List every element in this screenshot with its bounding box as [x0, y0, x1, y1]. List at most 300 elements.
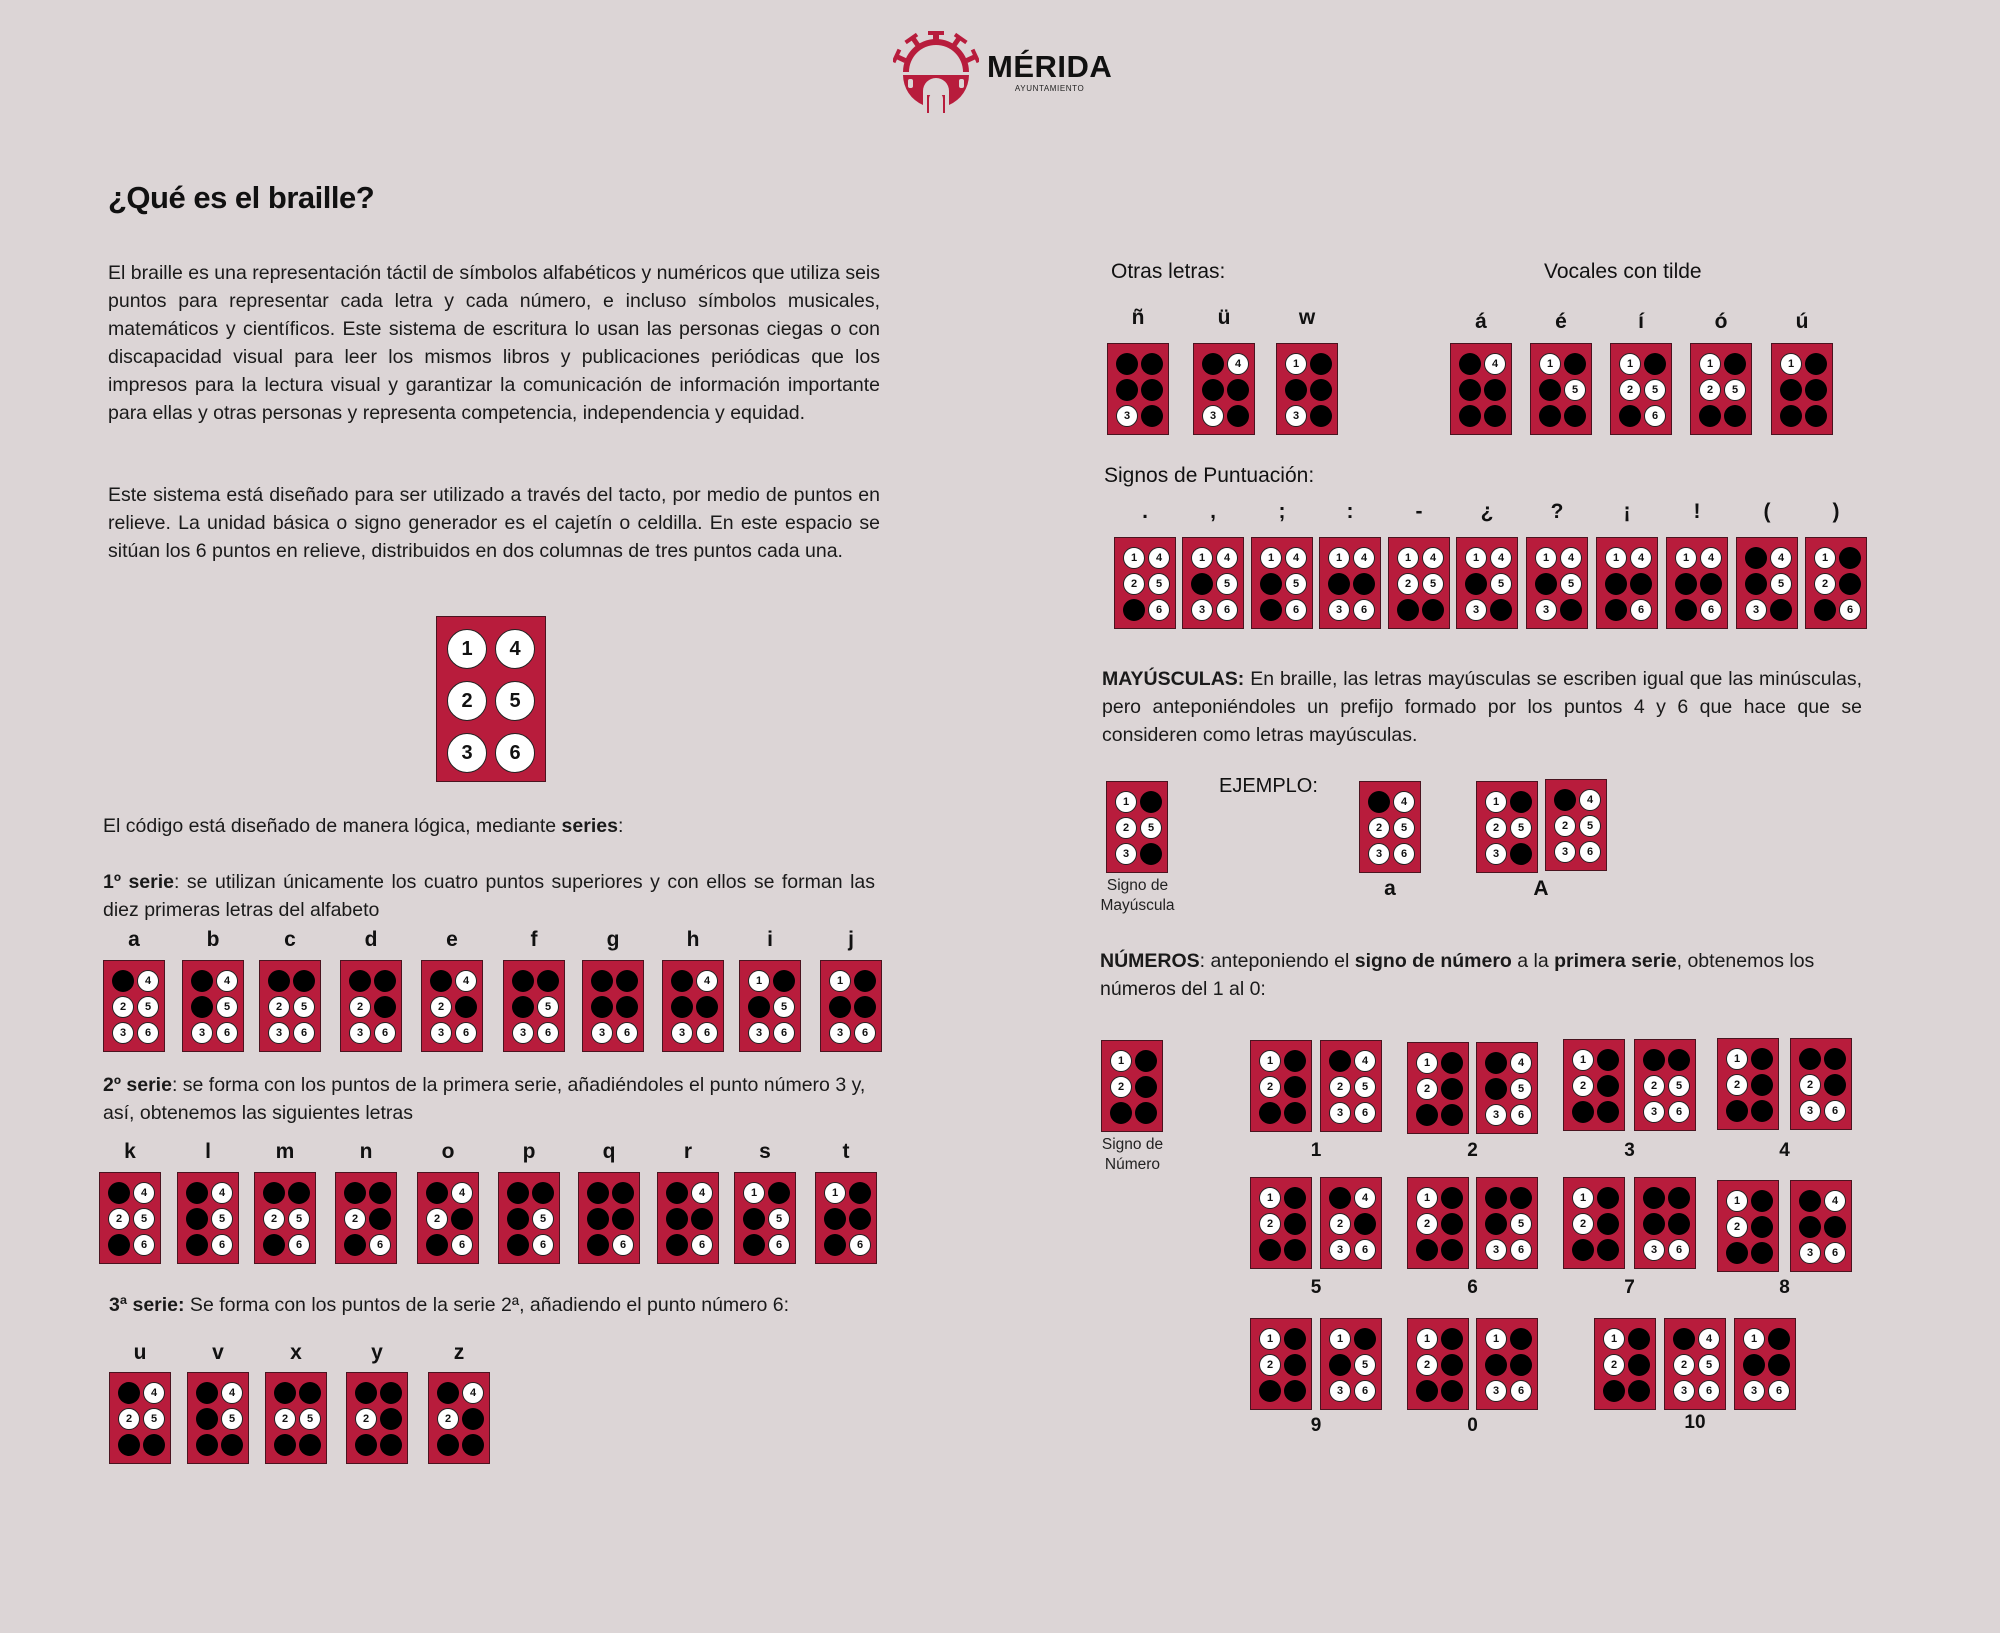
number-10-cell-1: [1594, 1318, 1656, 1410]
puntuacion-row-cell: [1666, 537, 1728, 629]
intro-paragraph-1: El braille es una representación táctil de símbolos alfabéticos y numéricos que utiliza seis puntos para representar cada letra y cada número, e incluso símbolos musicales, matemáticos y científicos. Este sistema de escritura lo usan las personas ciegas o con discapacidad visual para leer los mismos libros y publicaciones periódicas que los impresos para la lectura visual y garantizar la comunicación de información importante para ellas y otras personas y representa competencia, independencia y equidad.: [108, 262, 880, 424]
dot-2-raised: 2: [1116, 379, 1138, 401]
dot-2-raised: 2: [1643, 1213, 1665, 1235]
dot-1-raised: 1: [118, 1382, 140, 1404]
dot-6-flat: 6: [293, 1022, 315, 1044]
dot-2-flat: 2: [112, 996, 134, 1018]
dot-2-raised: 2: [1743, 1354, 1765, 1376]
dot-4-raised: 4: [854, 970, 876, 992]
dot-1-raised: 1: [274, 1382, 296, 1404]
dot-2-flat: 2: [1485, 817, 1507, 839]
dot-3-flat: 3: [112, 1022, 134, 1044]
dot-6-flat: 6: [532, 1234, 554, 1256]
dot-2-flat: 2: [1259, 1076, 1281, 1098]
number-10-cell-2: [1664, 1318, 1726, 1410]
dot-3-raised: 3: [437, 1434, 459, 1456]
puntuacion-row-label: ¡: [1623, 500, 1631, 523]
dot-2-flat: 2: [268, 996, 290, 1018]
dot-3-flat: 3: [1673, 1380, 1695, 1402]
dot-1-raised: 1: [1329, 1187, 1351, 1209]
dot-3-raised: 3: [186, 1234, 208, 1256]
dot-1-flat: 1: [1726, 1190, 1748, 1212]
dot-6-raised: 6: [1560, 599, 1582, 621]
dot-1-raised: 1: [507, 1182, 529, 1204]
mayuscula-sign-cell: [1106, 781, 1168, 873]
dot-4-flat: 4: [1484, 353, 1506, 375]
serie3-row-cell: [346, 1372, 408, 1464]
dot-1-raised: 1: [1459, 353, 1481, 375]
dot-4-raised: 4: [768, 1182, 790, 1204]
dot-3-flat: 3: [748, 1022, 770, 1044]
dot-1-raised: 1: [112, 970, 134, 992]
dot-2-flat: 2: [263, 1208, 285, 1230]
dot-4-flat: 4: [495, 629, 535, 669]
dot-3-raised: 3: [1259, 1102, 1281, 1124]
dot-4-raised: 4: [1510, 791, 1532, 813]
mayusculas-bold: MAYÚSCULAS:: [1102, 668, 1245, 690]
dot-6-flat: 6: [211, 1234, 233, 1256]
dot-2-flat: 2: [1726, 1216, 1748, 1238]
dot-5-raised: 5: [854, 996, 876, 1018]
dot-4-raised: 4: [1140, 791, 1162, 813]
dot-5-raised: 5: [1751, 1074, 1773, 1096]
dot-3-raised: 3: [1110, 1102, 1132, 1124]
dot-4-flat: 4: [1824, 1190, 1846, 1212]
serie1-bold: 1º serie: [103, 871, 174, 893]
dot-1-flat: 1: [1416, 1328, 1438, 1350]
dot-1-raised: 1: [1202, 353, 1224, 375]
dot-3-raised: 3: [1603, 1380, 1625, 1402]
serie1-row-cell: [820, 960, 882, 1052]
dot-2-flat: 2: [349, 996, 371, 1018]
dot-4-flat: 4: [1579, 789, 1601, 811]
dot-2-raised: 2: [1202, 379, 1224, 401]
serie2-row-cell: [657, 1172, 719, 1264]
dot-5-raised: 5: [1310, 379, 1332, 401]
dot-3-raised: 3: [1259, 1239, 1281, 1261]
dot-6-flat: 6: [1285, 599, 1307, 621]
dot-3-flat: 3: [1535, 599, 1557, 621]
dot-2-raised: 2: [1745, 573, 1767, 595]
dot-4-raised: 4: [773, 970, 795, 992]
dot-1-flat: 1: [1814, 547, 1836, 569]
dot-1-raised: 1: [1643, 1187, 1665, 1209]
dot-2-flat: 2: [344, 1208, 366, 1230]
dot-1-flat: 1: [1780, 353, 1802, 375]
dot-4-flat: 4: [1354, 1050, 1376, 1072]
dot-3-flat: 3: [1329, 1102, 1351, 1124]
dot-1-raised: 1: [1116, 353, 1138, 375]
dot-5-flat: 5: [537, 996, 559, 1018]
dot-6-raised: 6: [1724, 405, 1746, 427]
number-0-cell-1: [1407, 1318, 1469, 1410]
dot-2-flat: 2: [1554, 815, 1576, 837]
dot-4-flat: 4: [1560, 547, 1582, 569]
dot-6-raised: 6: [1135, 1102, 1157, 1124]
dot-3-raised: 3: [344, 1234, 366, 1256]
dot-5-raised: 5: [691, 1208, 713, 1230]
serie3-description: [109, 1291, 899, 1319]
dot-4-raised: 4: [380, 1382, 402, 1404]
dot-1-flat: 1: [1191, 547, 1213, 569]
serie1-text: : se utilizan únicamente los cuatro puntos superiores y con ellos se forman las diez primeras letras del alfabeto: [103, 871, 875, 921]
dot-6-raised: 6: [1751, 1100, 1773, 1122]
dot-1-raised: 1: [512, 970, 534, 992]
number-3-label: 3: [1624, 1140, 1635, 1161]
number-7-cell-1: [1563, 1177, 1625, 1269]
serie2-bold: 2º serie: [103, 1074, 172, 1096]
serie2-row-cell: [734, 1172, 796, 1264]
dot-6-flat: 6: [773, 1022, 795, 1044]
ejemplo-A-cell-1: [1476, 781, 1538, 873]
dot-2-flat: 2: [1259, 1213, 1281, 1235]
dot-5-raised: 5: [1441, 1213, 1463, 1235]
dot-2-raised: 2: [1260, 573, 1282, 595]
number-6-cell-1: [1407, 1177, 1469, 1269]
dot-1-raised: 1: [1799, 1048, 1821, 1070]
serie2-row-label: p: [522, 1140, 536, 1163]
dot-5-flat: 5: [1393, 817, 1415, 839]
dot-5-raised: 5: [1628, 1354, 1650, 1376]
dot-6-raised: 6: [462, 1434, 484, 1456]
serie1-row-cell: [259, 960, 321, 1052]
dot-2-raised: 2: [1191, 573, 1213, 595]
serie1-row-label: d: [364, 928, 378, 951]
dot-3-raised: 3: [1572, 1101, 1594, 1123]
dot-3-raised: 3: [1814, 599, 1836, 621]
dot-2-raised: 2: [507, 1208, 529, 1230]
serie1-row-label: e: [446, 928, 458, 951]
dot-2-flat: 2: [1799, 1074, 1821, 1096]
dot-6-flat: 6: [133, 1234, 155, 1256]
dot-4-raised: 4: [1284, 1328, 1306, 1350]
dot-6-raised: 6: [1564, 405, 1586, 427]
castle-bridge-logo-icon: [893, 29, 979, 115]
dot-5-flat: 5: [1579, 815, 1601, 837]
dot-6-flat: 6: [1216, 599, 1238, 621]
dot-2-raised: 2: [512, 996, 534, 1018]
otras-letras-heading: Otras letras:: [1111, 260, 1226, 283]
puntuacion-row-cell: [1388, 537, 1450, 629]
serie2-row-label: o: [441, 1140, 455, 1163]
dot-4-flat: 4: [1393, 791, 1415, 813]
dot-6-flat: 6: [537, 1022, 559, 1044]
dot-2-flat: 2: [1619, 379, 1641, 401]
dot-5-raised: 5: [1597, 1213, 1619, 1235]
dot-2-raised: 2: [1328, 573, 1350, 595]
dot-4-flat: 4: [1700, 547, 1722, 569]
dot-3-flat: 3: [1465, 599, 1487, 621]
merida-logo: [893, 28, 1123, 116]
number-1-cell-1: [1250, 1040, 1312, 1132]
dot-4-raised: 4: [1751, 1048, 1773, 1070]
dot-6-flat: 6: [1630, 599, 1652, 621]
number-7-cell-2: [1634, 1177, 1696, 1269]
dot-1-raised: 1: [666, 1182, 688, 1204]
dot-3-raised: 3: [1780, 405, 1802, 427]
dot-2-raised: 2: [1465, 573, 1487, 595]
dot-6-flat: 6: [1698, 1380, 1720, 1402]
number-10-label: 10: [1684, 1412, 1706, 1433]
number-4-cell-1: [1717, 1038, 1779, 1130]
dot-4-raised: 4: [1441, 1052, 1463, 1074]
dot-2-flat: 2: [1368, 817, 1390, 839]
serie1-row-label: i: [767, 928, 773, 951]
dot-6-flat: 6: [849, 1234, 871, 1256]
dot-4-raised: 4: [1668, 1187, 1690, 1209]
dot-1-flat: 1: [1699, 353, 1721, 375]
serie1-row-label: b: [206, 928, 220, 951]
dot-1-raised: 1: [1554, 789, 1576, 811]
dot-1-flat: 1: [1259, 1187, 1281, 1209]
dot-2-flat: 2: [1416, 1354, 1438, 1376]
dot-3-raised: 3: [1416, 1104, 1438, 1126]
number-2-label: 2: [1467, 1140, 1478, 1161]
dot-5-flat: 5: [299, 1408, 321, 1430]
dot-4-flat: 4: [691, 1182, 713, 1204]
puntuacion-row-cell: [1736, 537, 1798, 629]
dot-1-raised: 1: [344, 1182, 366, 1204]
series-intro-text: El código está diseñado de manera lógica, mediante: [103, 815, 562, 837]
dot-1-raised: 1: [1485, 1187, 1507, 1209]
dot-4-raised: 4: [1135, 1050, 1157, 1072]
serie3-row-label: x: [290, 1341, 302, 1364]
dot-5-raised: 5: [374, 996, 396, 1018]
dot-5-raised: 5: [1441, 1354, 1463, 1376]
number-6-label: 6: [1467, 1277, 1478, 1298]
dot-2-flat: 2: [447, 681, 487, 721]
dot-1-raised: 1: [430, 970, 452, 992]
dot-6-raised: 6: [1441, 1239, 1463, 1261]
dot-5-flat: 5: [1724, 379, 1746, 401]
serie2-row-label: q: [602, 1140, 616, 1163]
series-intro-colon: :: [617, 815, 624, 837]
numero-sign-label: Signo de Número: [1101, 1136, 1164, 1173]
serie1-description: [103, 868, 875, 924]
dot-1-raised: 1: [186, 1182, 208, 1204]
dot-3-flat: 3: [1485, 1380, 1507, 1402]
dot-2-raised: 2: [1329, 1354, 1351, 1376]
serie2-row-cell: [99, 1172, 161, 1264]
number-8-label: 8: [1779, 1277, 1790, 1298]
serie2-row-cell: [498, 1172, 560, 1264]
dot-2-flat: 2: [118, 1408, 140, 1430]
serie3-row-label: v: [212, 1341, 224, 1364]
serie2-row-cell: [417, 1172, 479, 1264]
dot-3-raised: 3: [1539, 405, 1561, 427]
otras-letras-row-cell: [1276, 343, 1338, 435]
vocales-tilde-heading: Vocales con tilde: [1544, 260, 1702, 283]
dot-5-raised: 5: [1353, 573, 1375, 595]
puntuacion-row-label: ;: [1278, 500, 1286, 523]
dot-1-flat: 1: [1485, 791, 1507, 813]
dot-6-raised: 6: [1751, 1242, 1773, 1264]
dot-5-raised: 5: [1354, 1213, 1376, 1235]
serie1-row-label: a: [128, 928, 140, 951]
dot-5-raised: 5: [1668, 1213, 1690, 1235]
dot-6-flat: 6: [691, 1234, 713, 1256]
dot-4-raised: 4: [1628, 1328, 1650, 1350]
numeros-text-1: : anteponiendo el: [1199, 950, 1355, 972]
dot-6-flat: 6: [854, 1022, 876, 1044]
dot-4-raised: 4: [1597, 1049, 1619, 1071]
dot-4-raised: 4: [1597, 1187, 1619, 1209]
dot-6-flat: 6: [1510, 1239, 1532, 1261]
dot-5-raised: 5: [1284, 1076, 1306, 1098]
dot-1-flat: 1: [1485, 1328, 1507, 1350]
serie3-row-cell: [109, 1372, 171, 1464]
dot-1-flat: 1: [1675, 547, 1697, 569]
dot-3-flat: 3: [591, 1022, 613, 1044]
numeros-bold: NÚMEROS: [1100, 950, 1200, 972]
dot-6-flat: 6: [455, 1022, 477, 1044]
dot-2-raised: 2: [1485, 1213, 1507, 1235]
dot-1-flat: 1: [748, 970, 770, 992]
generator-cell: [436, 616, 546, 782]
dot-3-flat: 3: [1285, 405, 1307, 427]
serie1-row-cell: [503, 960, 565, 1052]
dot-6-raised: 6: [1805, 405, 1827, 427]
dot-5-raised: 5: [369, 1208, 391, 1230]
dot-3-raised: 3: [1416, 1380, 1438, 1402]
dot-5-raised: 5: [612, 1208, 634, 1230]
serie1-row-cell: [662, 960, 724, 1052]
dot-1-raised: 1: [196, 1382, 218, 1404]
dot-4-flat: 4: [1353, 547, 1375, 569]
number-3-cell-2: [1634, 1039, 1696, 1131]
dot-2-raised: 2: [666, 1208, 688, 1230]
puntuacion-row-label: ): [1832, 500, 1840, 523]
dot-2-flat: 2: [355, 1408, 377, 1430]
dot-2-flat: 2: [108, 1208, 130, 1230]
dot-4-raised: 4: [374, 970, 396, 992]
dot-4-raised: 4: [1441, 1187, 1463, 1209]
dot-3-flat: 3: [430, 1022, 452, 1044]
dot-5-raised: 5: [1768, 1354, 1790, 1376]
dot-2-flat: 2: [1603, 1354, 1625, 1376]
dot-1-flat: 1: [829, 970, 851, 992]
dot-5-raised: 5: [380, 1408, 402, 1430]
dot-6-raised: 6: [1597, 1101, 1619, 1123]
dot-3-raised: 3: [1726, 1242, 1748, 1264]
dot-5-raised: 5: [1484, 379, 1506, 401]
dot-3-flat: 3: [1485, 1104, 1507, 1126]
dot-6-raised: 6: [1441, 1104, 1463, 1126]
serie2-row-cell: [335, 1172, 397, 1264]
dot-4-flat: 4: [1770, 547, 1792, 569]
dot-3-flat: 3: [1328, 599, 1350, 621]
dot-6-raised: 6: [1141, 405, 1163, 427]
vocales-tilde-row-cell: [1530, 343, 1592, 435]
dot-3-flat: 3: [1745, 599, 1767, 621]
dot-5-flat: 5: [1510, 1213, 1532, 1235]
dot-1-flat: 1: [1539, 353, 1561, 375]
dot-2-flat: 2: [1123, 573, 1145, 595]
dot-5-raised: 5: [1227, 379, 1249, 401]
dot-2-flat: 2: [426, 1208, 448, 1230]
dot-3-raised: 3: [1416, 1239, 1438, 1261]
dot-5-flat: 5: [1510, 817, 1532, 839]
dot-2-flat: 2: [437, 1408, 459, 1430]
dot-3-flat: 3: [1115, 843, 1137, 865]
serie1-row-label: c: [284, 928, 296, 951]
dot-3-flat: 3: [1643, 1101, 1665, 1123]
dot-1-flat: 1: [824, 1182, 846, 1204]
dot-3-raised: 3: [1572, 1239, 1594, 1261]
dot-4-raised: 4: [1824, 1048, 1846, 1070]
dot-6-raised: 6: [221, 1434, 243, 1456]
dot-1-flat: 1: [1619, 353, 1641, 375]
vocales-tilde-row-cell: [1690, 343, 1752, 435]
dot-5-flat: 5: [773, 996, 795, 1018]
dot-3-raised: 3: [196, 1434, 218, 1456]
dot-6-raised: 6: [1284, 1239, 1306, 1261]
dot-3-raised: 3: [1123, 599, 1145, 621]
puntuacion-row-cell: [1596, 537, 1658, 629]
dot-5-flat: 5: [1216, 573, 1238, 595]
dot-6-raised: 6: [1510, 843, 1532, 865]
vocales-tilde-row-cell: [1771, 343, 1833, 435]
dot-6-flat: 6: [768, 1234, 790, 1256]
dot-4-raised: 4: [1141, 353, 1163, 375]
number-10-cell-3: [1734, 1318, 1796, 1410]
dot-6-raised: 6: [380, 1434, 402, 1456]
number-4-label: 4: [1779, 1140, 1790, 1161]
serie2-row-label: t: [842, 1140, 850, 1163]
dot-4-flat: 4: [451, 1182, 473, 1204]
intro-paragraph-2: Este sistema está diseñado para ser utilizado a través del tacto, por medio de puntos en relieve. La unidad básica o signo generador es el cajetín o celdilla. En este espacio se sitúan los 6 puntos en relieve, distribuidos en dos columnas de tres puntos cada una.: [108, 484, 880, 562]
vocales-tilde-row-cell: [1610, 343, 1672, 435]
puntuacion-row-label: ,: [1210, 500, 1216, 523]
dot-5-flat: 5: [1140, 817, 1162, 839]
dot-2-raised: 2: [186, 1208, 208, 1230]
serie2-row-label: r: [683, 1140, 693, 1163]
dot-6-flat: 6: [451, 1234, 473, 1256]
dot-4-flat: 4: [455, 970, 477, 992]
dot-3-flat: 3: [447, 733, 487, 773]
puntuacion-row-label: !: [1693, 500, 1701, 523]
number-8-cell-2: [1790, 1180, 1852, 1272]
dot-1-flat: 1: [1572, 1049, 1594, 1071]
dot-3-raised: 3: [355, 1434, 377, 1456]
puntuacion-heading: Signos de Puntuación:: [1104, 464, 1315, 487]
dot-1-raised: 1: [263, 1182, 285, 1204]
dot-3-flat: 3: [1329, 1239, 1351, 1261]
dot-2-raised: 2: [824, 1208, 846, 1230]
dot-3-flat: 3: [1554, 841, 1576, 863]
dot-2-raised: 2: [1485, 1078, 1507, 1100]
signo-numero-bold: signo de número: [1354, 950, 1512, 972]
number-0-label: 0: [1467, 1415, 1478, 1436]
dot-4-flat: 4: [1422, 547, 1444, 569]
dot-4-raised: 4: [1441, 1328, 1463, 1350]
dot-1-flat: 1: [1465, 547, 1487, 569]
dot-2-raised: 2: [1780, 379, 1802, 401]
dot-2-raised: 2: [743, 1208, 765, 1230]
dot-2-flat: 2: [1329, 1213, 1351, 1235]
dot-3-flat: 3: [1743, 1380, 1765, 1402]
ejemplo-a-cell: [1359, 781, 1421, 873]
dot-1-raised: 1: [1673, 1328, 1695, 1350]
series-intro: [103, 812, 883, 840]
puntuacion-row-cell: [1251, 537, 1313, 629]
mayusculas-text: En braille, las letras mayúsculas se escriben igual que las minúsculas, pero anteponiéndoles un prefijo formado por los puntos 4 y 6 que hace que se consideren como letras mayúsculas.: [1102, 668, 1862, 746]
dot-6-raised: 6: [1597, 1239, 1619, 1261]
ejemplo-a-label: a: [1384, 877, 1396, 900]
dot-4-raised: 4: [1839, 547, 1861, 569]
dot-3-raised: 3: [1699, 405, 1721, 427]
dot-6-flat: 6: [696, 1022, 718, 1044]
